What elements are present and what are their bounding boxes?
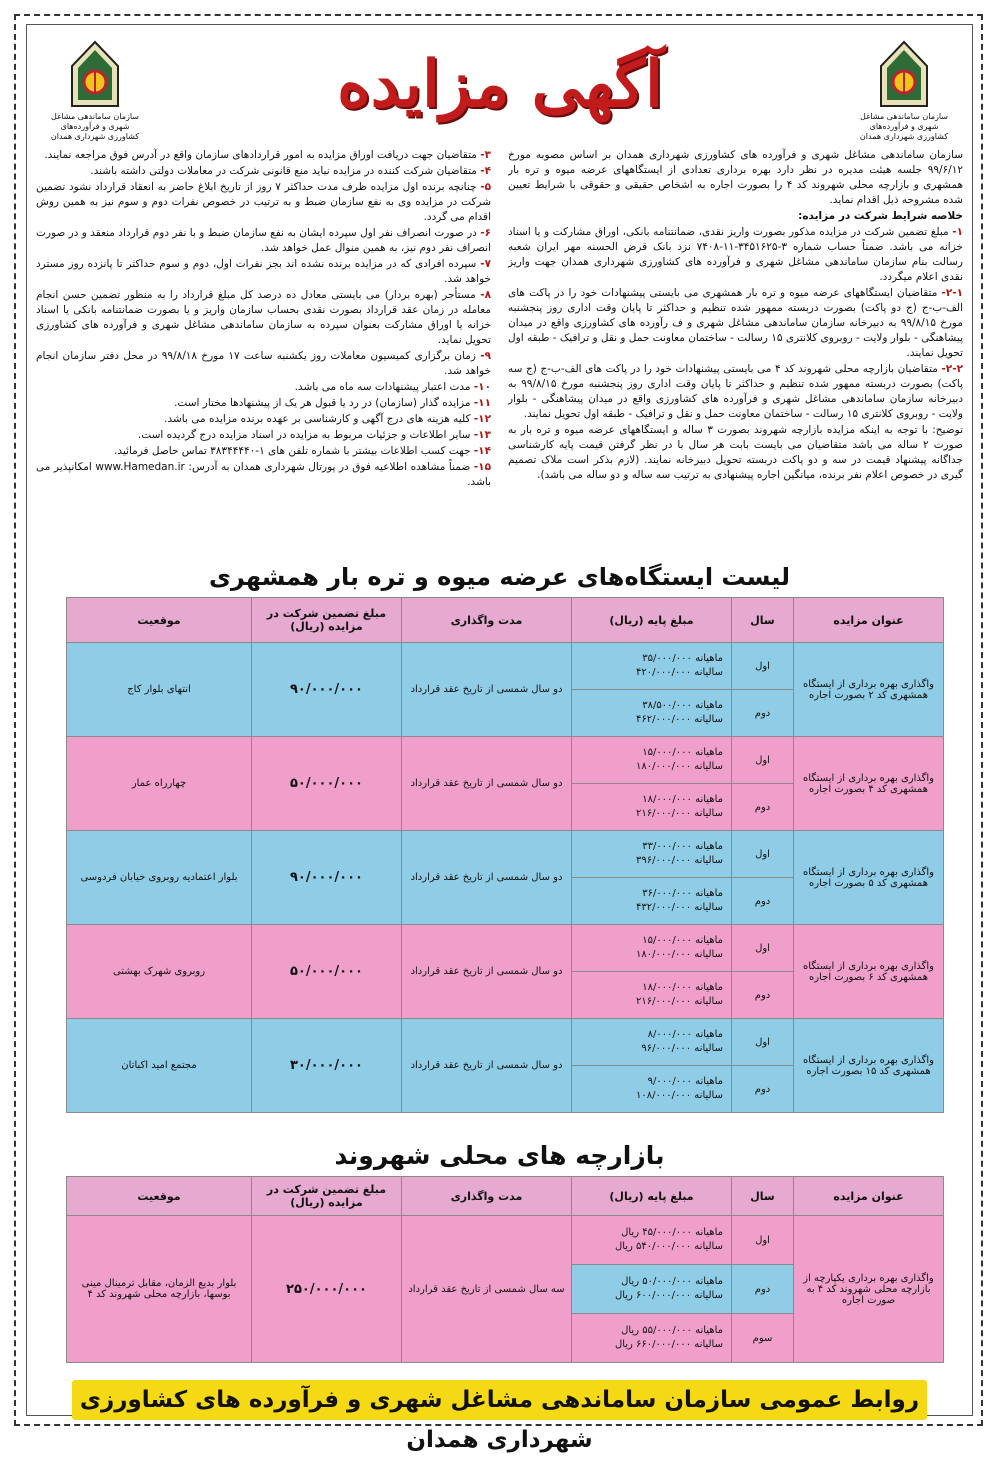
table-header-row	[67, 598, 944, 643]
condition-number: ۲-۱-	[941, 287, 963, 299]
condition-number: ۷-	[480, 258, 491, 270]
organization-logo-left	[50, 40, 140, 140]
monthly-price: ماهیانه ۱۸/۰۰۰/۰۰۰	[642, 794, 723, 805]
condition-number: ۳-	[480, 149, 491, 161]
condition-item	[36, 257, 491, 287]
table-row	[67, 643, 944, 690]
location-cell: روبروی شهرک بهشتی	[67, 925, 252, 1019]
logo-caption: سازمان ساماندهی مشاغل شهری و فرآورده‌های کشاورزی شهرداری همدان	[859, 112, 949, 141]
condition-number: ۱۵-	[473, 461, 491, 473]
condition-number: ۲-۲-	[941, 363, 963, 375]
condition-number: ۱۴-	[473, 445, 491, 457]
guarantee-cell: ۹۰/۰۰۰/۰۰۰	[252, 831, 402, 925]
table-row	[67, 1019, 944, 1066]
location-cell: مجتمع امید اکباتان	[67, 1019, 252, 1113]
condition-text: چنانچه برنده اول مزایده ظرف مدت حداکثر ۷ روز از تاریخ ابلاغ حاضر به انعقاد قرارداد نشود تضمین شرکت در مزایده وی به نفع سازمان ضبط و به ترتیب در خصوص نفرات دوم و سوم نیز به همین روش اقدام می گردد.	[36, 181, 491, 223]
auction-title-cell: واگذاری بهره برداری از ایستگاه همشهری کد ۶ بصورت اجاره	[794, 925, 944, 1019]
table-row	[67, 737, 944, 784]
header-cell: سال	[732, 598, 794, 643]
condition-item	[36, 164, 491, 179]
condition-number: ۹-	[480, 350, 491, 362]
header-cell: سال	[732, 1177, 794, 1216]
condition-text: جهت کسب اطلاعات بیشتر با شماره تلفن های ۱-۳۸۳۴۴۴۴۰ تماس حاصل فرمائید.	[114, 445, 471, 457]
condition-text: ضمناً مشاهده اطلاعیه فوق در پورتال شهرداری همدان به آدرس: www.Hamedan.ir امکانپذیر می باشد.	[36, 461, 491, 488]
intro-paragraph: سازمان ساماندهی مشاغل شهری و فرآورده های کشاورزی شهرداری همدان بر اساس مصوبه مورخ ۹۹/۶/۱۲ جلسه هیئت مدیره در نظر دارد بهره برداری تعدادی از ایستگاههای عرضه میوه و تره بار همشهری و بازارچه محلی شهروند کد ۴ را بصورت اجاره به اشخاص حقیقی و حقوقی با شرایط تعیین شده مشروحه ذیل اقدام نماید.	[508, 149, 963, 206]
base-price-cell	[572, 831, 732, 878]
year-cell: اول	[732, 1216, 794, 1265]
condition-text: در صورت انصراف نفر اول سپرده ایشان به نفع سازمان ضبط و با نفر دوم قرارداد منعقد و در صورت انصراف نفر دوم نیز، به همین منوال عمل خواهد شد.	[36, 227, 491, 254]
condition-text: متقاضیان شرکت کننده در مزایده نباید منع قانونی شرکت در معاملات دولتی داشته باشند.	[90, 165, 477, 177]
stations-table-heading: لیست ایستگاه‌های عرضه میوه و تره بار همشهری	[208, 563, 791, 591]
condition-number: ۶-	[480, 227, 491, 239]
base-price-cell	[572, 878, 732, 925]
auction-title-cell: واگذاری بهره برداری از ایستگاه همشهری کد ۴ بصورت اجاره	[794, 737, 944, 831]
condition-number: ۵-	[480, 181, 491, 193]
condition-text: توضیح: با توجه به اینکه مزایده بازارچه شهروند بصورت ۳ ساله و ایستگاههای عرضه میوه و تره بار به صورت ۲ ساله می باشد متقاضیان می بایست بابت هر سال با در نظر گرفتن قیمت پایه کارشناسی جداگانه پیشنهاد قیمت در سه و دو پاکت دربسته تحویل دبیرخانه نمایند. (لازم بذکر است ملاک تصمیم گیری در خصوص اعلام نفر برنده، میانگین اجاره پیشنهادی به ترتیب سه ساله و دو ساله می باشد).	[508, 424, 963, 481]
condition-item	[508, 423, 963, 483]
location-cell: انتهای بلوار کاج	[67, 643, 252, 737]
emblem-icon	[68, 40, 122, 110]
base-price-cell	[572, 1314, 732, 1363]
monthly-price: ماهیانه ۱۵/۰۰۰/۰۰۰	[642, 747, 723, 758]
year-cell: دوم	[732, 1066, 794, 1113]
condition-text: مستأجر (بهره بردار) می بایستی معادل ده درصد کل مبلغ قرارداد را به منظور تضمین حسن انجام معامله در زمان عقد قرارداد بصورت نقدی بحساب سازمان واریز و یا بصورت ضمانتنامه بانکی یا اسناد خزانه یا اوراق مشارکت بعنوان سپرده به سازمان ساماندهی مشاغل شهری و فرآورده های کشاورزی تحویل نماید.	[36, 289, 491, 346]
yearly-price: سالیانه ۶۰۰/۰۰۰/۰۰۰ ریال	[614, 1290, 723, 1301]
monthly-price: ماهیانه ۵۵/۰۰۰/۰۰۰ ریال	[621, 1325, 723, 1336]
logo-caption: سازمان ساماندهی مشاغل شهری و فرآورده‌های کشاورزی شهرداری همدان	[50, 112, 140, 141]
year-cell: اول	[732, 737, 794, 784]
guarantee-cell: ۲۵۰/۰۰۰/۰۰۰	[252, 1216, 402, 1363]
monthly-price: ماهیانه ۱۵/۰۰۰/۰۰۰	[642, 935, 723, 946]
guarantee-cell: ۹۰/۰۰۰/۰۰۰	[252, 643, 402, 737]
condition-number: ۱۱-	[473, 397, 491, 409]
yearly-price: سالیانه ۴۲۰/۰۰۰/۰۰۰	[636, 667, 723, 678]
condition-item	[36, 460, 491, 490]
header-cell: موقعیت	[67, 598, 252, 643]
condition-number: ۸-	[480, 289, 491, 301]
condition-number: ۱-	[952, 226, 963, 238]
footer-banner: روابط عمومی سازمان ساماندهی مشاغل شهری و فرآورده های کشاورزی شهرداری همدان	[72, 1380, 927, 1420]
monthly-price: ماهیانه ۸/۰۰۰/۰۰۰	[647, 1029, 723, 1040]
base-price-cell	[572, 972, 732, 1019]
conditions-columns	[36, 148, 963, 558]
yearly-price: سالیانه ۲۱۶/۰۰۰/۰۰۰	[636, 808, 723, 819]
condition-item	[36, 180, 491, 225]
year-cell: اول	[732, 925, 794, 972]
condition-item	[36, 444, 491, 459]
yearly-price: سالیانه ۶۶۰/۰۰۰/۰۰۰ ریال	[614, 1339, 723, 1350]
monthly-price: ماهیانه ۳۸/۵۰۰/۰۰۰	[642, 700, 723, 711]
guarantee-cell: ۵۰/۰۰۰/۰۰۰	[252, 737, 402, 831]
year-cell: اول	[732, 643, 794, 690]
stations-table	[66, 597, 944, 1113]
condition-text: متقاضیان جهت دریافت اوراق مزایده به امور قراردادهای سازمان واقع در آدرس فوق مراجعه نمایند.	[44, 149, 477, 161]
header-cell: مبلغ پایه (ریال)	[572, 1177, 732, 1216]
conditions-heading: خلاصه شرایط شرکت در مزایده:	[798, 210, 963, 222]
monthly-price: ماهیانه ۹/۰۰۰/۰۰۰	[647, 1076, 723, 1087]
year-cell: اول	[732, 831, 794, 878]
table-row	[67, 925, 944, 972]
monthly-price: ماهیانه ۵۰/۰۰۰/۰۰۰ ریال	[621, 1276, 723, 1287]
header-cell: مبلغ تضمین شرکت در مزایده (ریال)	[252, 1177, 402, 1216]
condition-item	[508, 286, 963, 361]
duration-cell: دو سال شمسی از تاریخ عقد قرارداد	[402, 1019, 572, 1113]
header-cell: مدت واگذاری	[402, 1177, 572, 1216]
right-column	[508, 148, 963, 558]
header-cell: عنوان مزایده	[794, 598, 944, 643]
condition-text: مزایده گذار (سازمان) در رد یا قبول هر یک از پیشنهادها مختار است.	[174, 397, 471, 409]
condition-number: ۱۲-	[473, 413, 491, 425]
auction-title-cell: واگذاری بهره برداری یکپارچه از بازارچه محلی شهروند کد ۴ به صورت اجاره	[794, 1216, 944, 1363]
duration-cell: دو سال شمسی از تاریخ عقد قرارداد	[402, 643, 572, 737]
auction-title-cell: واگذاری بهره برداری از ایستگاه همشهری کد ۱۵ بصورت اجاره	[794, 1019, 944, 1113]
condition-text: سپرده افرادی که در مزایده برنده نشده اند بجز نفرات اول، دوم و سوم حداکثر تا پانزده روز مسترد خواهد شد.	[36, 258, 491, 285]
yearly-price: سالیانه ۴۳۲/۰۰۰/۰۰۰	[636, 902, 723, 913]
base-price-cell	[572, 1019, 732, 1066]
condition-item	[36, 396, 491, 411]
yearly-price: سالیانه ۱۸۰/۰۰۰/۰۰۰	[636, 949, 723, 960]
base-price-cell	[572, 690, 732, 737]
condition-number: ۱۰-	[473, 381, 491, 393]
condition-text: سایر اطلاعات و جزئیات مربوط به مزایده در اسناد مزایده درج گردیده است.	[137, 429, 471, 441]
condition-number: ۱۳-	[473, 429, 491, 441]
condition-text: مدت اعتبار پیشنهادات سه ماه می باشد.	[294, 381, 471, 393]
bazaar-table	[66, 1176, 944, 1363]
table-row	[67, 1216, 944, 1265]
year-cell: دوم	[732, 784, 794, 831]
condition-item	[36, 380, 491, 395]
emblem-icon	[877, 40, 931, 110]
base-price-cell	[572, 643, 732, 690]
duration-cell: دو سال شمسی از تاریخ عقد قرارداد	[402, 831, 572, 925]
table-row	[67, 831, 944, 878]
condition-item	[508, 362, 963, 422]
yearly-price: سالیانه ۲۱۶/۰۰۰/۰۰۰	[636, 996, 723, 1007]
condition-text: متقاضیان بازارچه محلی شهروند کد ۴ می بایستی پیشنهادات خود را در پاکت های الف-ب-ج (ج سه پاکت) بصورت دربسته ممهور شده تنظیم و حداکثر تا پایان وقت اداری روز پنجشنبه مورخ ۹۹/۸/۱۵ به دبیرخانه سازمان ساماندهی مشاغل شهری و فرآورده های کشاورزی واقع در میدان پیشاهنگی - بلوار ولایت - روبروی کلانتری ۱۵ رسالت - ساختمان معاونت حمل و نقل و ترافیک - طبقه اول تحویل نمایند.	[508, 363, 963, 420]
location-cell: بلوار بدیع الزمان، مقابل ترمینال مینی بوسها، بازارچه محلی شهروند کد ۴	[67, 1216, 252, 1363]
year-cell: دوم	[732, 878, 794, 925]
year-cell: دوم	[732, 972, 794, 1019]
condition-item	[36, 412, 491, 427]
bazaar-table-heading: بازارچه های محلی شهروند	[334, 1141, 665, 1170]
guarantee-cell: ۵۰/۰۰۰/۰۰۰	[252, 925, 402, 1019]
year-cell: سوم	[732, 1314, 794, 1363]
right-items-list	[508, 225, 963, 483]
header-cell: مبلغ پایه (ریال)	[572, 598, 732, 643]
base-price-cell	[572, 1066, 732, 1113]
left-items-list	[36, 148, 491, 490]
base-price-cell	[572, 1216, 732, 1265]
auction-title-cell: واگذاری بهره برداری از ایستگاه همشهری کد ۲ بصورت اجاره	[794, 643, 944, 737]
condition-item	[36, 226, 491, 256]
header-cell: موقعیت	[67, 1177, 252, 1216]
yearly-price: سالیانه ۳۹۶/۰۰۰/۰۰۰	[636, 855, 723, 866]
base-price-cell	[572, 1265, 732, 1314]
auction-title-cell: واگذاری بهره برداری از ایستگاه همشهری کد ۵ بصورت اجاره	[794, 831, 944, 925]
left-column	[36, 148, 491, 558]
yearly-price: سالیانه ۹۶/۰۰۰/۰۰۰	[641, 1043, 723, 1054]
yearly-price: سالیانه ۱۸۰/۰۰۰/۰۰۰	[636, 761, 723, 772]
header-cell: مدت واگذاری	[402, 598, 572, 643]
base-price-cell	[572, 737, 732, 784]
condition-text: متقاضیان ایستگاههای عرضه میوه و تره بار همشهری می بایستی پیشنهادات خود را در پاکت های الف-ب-ج (ج دو پاکت) بصورت دربسته ممهور شده تنظیم و حداکثر تا پایان وقت اداری روز پنجشنبه مورخ ۹۹/۸/۱۵ به دبیرخانه سازمان ساماندهی مشاغل شهری و ف رآورده های کشاورزی واقع در میدان پیشاهنگی - بلوار ولایت - روبروی کلانتری ۱۵ رسالت - ساختمان معاونت حمل و نقل و ترافیک - طبقه اول تحویل نمایند.	[508, 287, 963, 359]
condition-item	[508, 225, 963, 285]
yearly-price: سالیانه ۱۰۸/۰۰۰/۰۰۰	[636, 1090, 723, 1101]
base-price-cell	[572, 784, 732, 831]
condition-item	[36, 428, 491, 443]
table-header-row	[67, 1177, 944, 1216]
condition-text: کلیه هزینه های درج آگهی و کارشناسی بر عهده برنده مزایده می باشد.	[164, 413, 471, 425]
organization-logo-right	[859, 40, 949, 140]
yearly-price: سالیانه ۴۶۲/۰۰۰/۰۰۰	[636, 714, 723, 725]
monthly-price: ماهیانه ۴۵/۰۰۰/۰۰۰ ریال	[621, 1227, 723, 1238]
location-cell: چهارراه عمار	[67, 737, 252, 831]
condition-number: ۴-	[480, 165, 491, 177]
monthly-price: ماهیانه ۳۶/۰۰۰/۰۰۰	[642, 888, 723, 899]
condition-text: مبلغ تضمین شرکت در مزایده مذکور بصورت واریز نقدی، ضمانتنامه بانکی، اوراق مشارکت و یا اسناد خزانه می باشد. ضمناً حساب شماره ۳-۳۴۵۱۶۲۵-۱۱-۷۴۰۸ نزد بانک قرض الحسنه مهر ایران شعبه رسالت بنام سازمان ساماندهی مشاغل شهری و فرآورده های کشاورزی شهرداری همدان جهت واریز نقدی اعلام میگردد.	[508, 226, 963, 283]
base-price-cell	[572, 925, 732, 972]
duration-cell: دو سال شمسی از تاریخ عقد قرارداد	[402, 925, 572, 1019]
duration-cell: دو سال شمسی از تاریخ عقد قرارداد	[402, 737, 572, 831]
monthly-price: ماهیانه ۳۵/۰۰۰/۰۰۰	[642, 653, 723, 664]
header-cell: مبلغ تضمین شرکت در مزایده (ریال)	[252, 598, 402, 643]
year-cell: دوم	[732, 1265, 794, 1314]
guarantee-cell: ۳۰/۰۰۰/۰۰۰	[252, 1019, 402, 1113]
location-cell: بلوار اعتمادیه روبروی خیابان فردوسی	[67, 831, 252, 925]
year-cell: اول	[732, 1019, 794, 1066]
page-title: آگهی مزایده	[337, 47, 663, 122]
monthly-price: ماهیانه ۳۳/۰۰۰/۰۰۰	[642, 841, 723, 852]
monthly-price: ماهیانه ۱۸/۰۰۰/۰۰۰	[642, 982, 723, 993]
duration-cell: سه سال شمسی از تاریخ عقد قرارداد	[402, 1216, 572, 1363]
header-cell: عنوان مزایده	[794, 1177, 944, 1216]
condition-item	[36, 349, 491, 379]
condition-text: زمان برگزاری کمیسیون معاملات روز یکشنبه ساعت ۱۷ مورخ ۹۹/۸/۱۸ در محل دفتر سازمان انجام خواهد شد.	[36, 350, 491, 377]
year-cell: دوم	[732, 690, 794, 737]
condition-item	[36, 148, 491, 163]
condition-item	[36, 288, 491, 348]
yearly-price: سالیانه ۵۴۰/۰۰۰/۰۰۰ ریال	[614, 1241, 723, 1252]
